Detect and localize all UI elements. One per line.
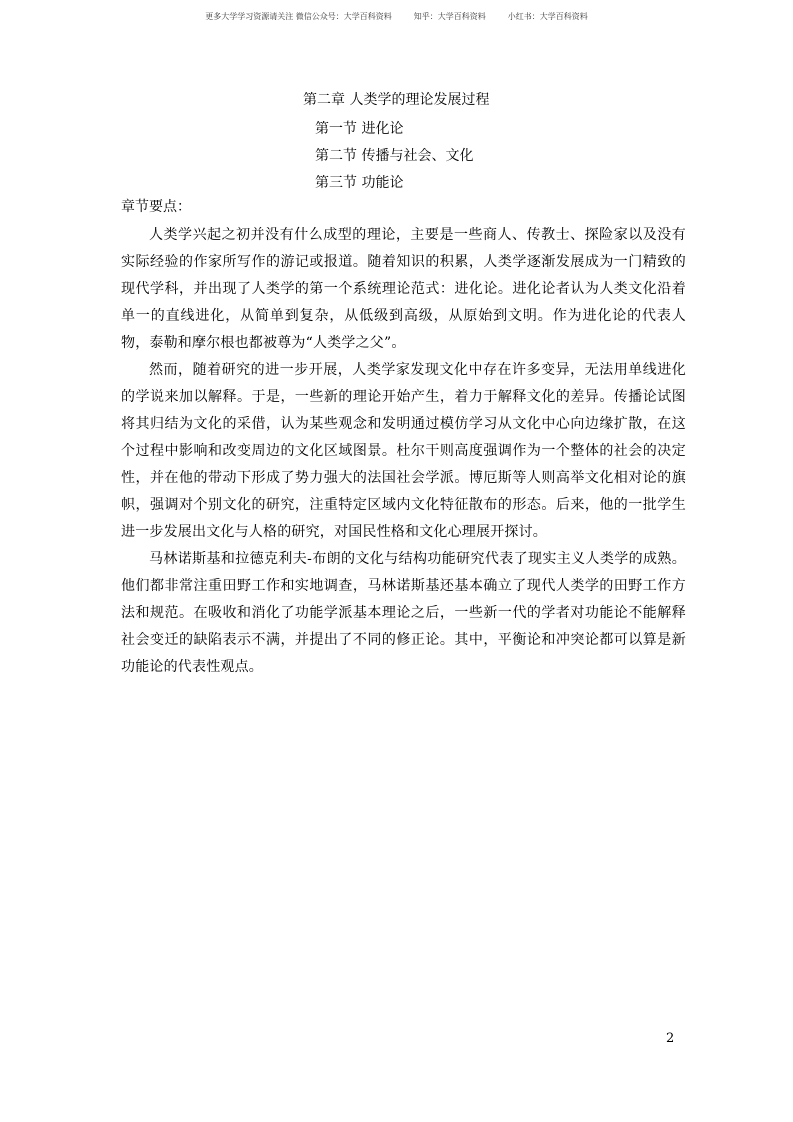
chapter-title: 第二章 人类学的理论发展过程 bbox=[303, 92, 490, 108]
section-item: 第三节 功能论 bbox=[315, 175, 404, 191]
paragraph: 然而，随着研究的进一步开展，人类学家发现文化中存在许多变异，无法用单线进化的学说来加以解释。于是，一些新的理论开始产生，着力于解释文化的差异。传播论试图将其归结为文化的采借，认为某些观念和发明通过模仿学习从文化中心向边缘扩散，在这个过程中影响和改变周边的文化区域图景。杜尔干则高度强调作为一个整体的社会的决定性，并在他的带动下形成了势力强大的法国社会学派。博厄斯等人则高举文化相对论的旗帜，强调对个别文化的研究，注重特定区域内文化特征散布的形态。后来，他的一批学生进一步发展出文化与人格的研究，对国民性格和文化心理展开探讨。 bbox=[121, 362, 686, 540]
body-text bbox=[121, 222, 686, 681]
header-xiaohongshu-note: 小红书：大学百科资料 bbox=[507, 12, 588, 21]
page-number: 2 bbox=[666, 1031, 675, 1046]
header-zhihu-note: 知乎：大学百科资料 bbox=[413, 12, 486, 21]
section-item: 第二节 传播与社会、文化 bbox=[315, 148, 474, 164]
key-points-label: 章节要点： bbox=[121, 199, 191, 215]
paragraph: 人类学兴起之初并没有什么成型的理论，主要是一些商人、传教士、探险家以及没有实际经验的作家所写作的游记或报道。随着知识的积累，人类学逐渐发展成为一门精致的现代学科，并出现了人类学的第一个系统理论范式：进化论。进化论者认为人类文化沿着单一的直线进化，从简单到复杂，从低级到高级，从原始到文明。作为进化论的代表人物，泰勒和摩尔根也都被尊为“人类学之父”。 bbox=[121, 227, 686, 351]
page-header bbox=[0, 11, 793, 23]
paragraph: 马林诺斯基和拉德克利夫-布朗的文化与结构功能研究代表了现实主义人类学的成熟。他们都非常注重田野工作和实地调查，马林诺斯基还基本确立了现代人类学的田野工作方法和规范。在吸收和消化了功能学派基本理论之后，一些新一代的学者对功能论不能解释社会变迁的缺陷表示不满，并提出了不同的修正论。其中，平衡论和冲突论都可以算是新功能论的代表性观点。 bbox=[121, 551, 686, 675]
section-item: 第一节 进化论 bbox=[315, 121, 404, 137]
header-wechat-note: 更多大学学习资源请关注 微信公众号：大学百科资料 bbox=[205, 12, 392, 21]
section-list bbox=[315, 116, 473, 197]
